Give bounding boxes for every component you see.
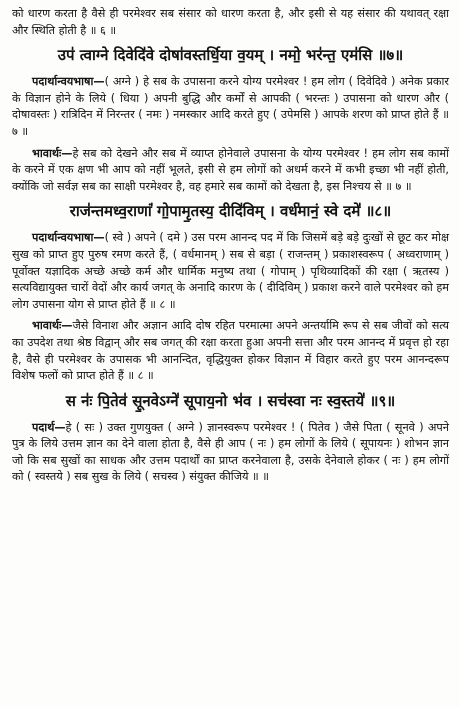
mantra-7: उप॑ त्वाग्ने दिवेदि॑वे दोषा॑वस्तर्धि॒या व॒यम् । नमो॒ भर॑न्त॒ एम॑सि ॥७॥ (57, 46, 404, 65)
padartha-8 (12, 230, 449, 313)
paragraph-6-end (12, 6, 449, 39)
paragraph-text: हे सब को देखने और सब में व्याप्त होनेवाले उपासना के योग्य परमेश्वर ! हम लोग सब कामों के करने में एक क्षण भी आप को नहीं भूलते, इसी से हम लोगों को अधर्म करने में कभी इच्छा भी नहीं होती, क्योंकि जो सर्वज्ञ सब का साक्षी परमेश्वर है, वह हमारे सब कामों को देखता है, इस निश्चय से ॥ ७ ॥ (12, 146, 449, 193)
bhavartha-7 (12, 146, 449, 196)
paragraph-label: भावार्थः— (32, 146, 73, 160)
paragraph-text: ( अग्ने ) हे सब के उपासना करने योग्य परमेश्वर ! हम लोग ( दिवेदिवे ) अनेक प्रकार के विज्ञान होने के लिये ( धिया ) अपनी बुद्धि और कर्मों से आपकी ( भरन्तः ) उपासना को धारण और ( दोषावस्तः ) रात्रिदिन में निरन्तर ( नमः ) नमस्कार आदि करते हुए ( उपेमसि ) आपके शरण को प्राप्त होते हैं ॥ ७ ॥ (12, 75, 449, 138)
padartha-9 (12, 420, 449, 486)
paragraph-label: पदार्थान्वयभाषा— (32, 231, 105, 245)
paragraph-text: को धारण करता है वैसे ही परमेश्वर सब संसार को धारण करता है, और इसी से यह संसार की यथावत् रक्षा और स्थिति होती है ॥ ६ ॥ (12, 7, 449, 37)
bhavartha-8 (12, 318, 449, 384)
paragraph-label: भावार्थः— (32, 319, 73, 333)
paragraph-label: पदार्थ— (32, 420, 66, 434)
paragraph-text: हे ( सः ) उक्त गुणयुक्त ( अग्ने ) ज्ञानस्वरूप परमेश्वर ! ( पितेव ) जैसे पिता ( सूनवे ) अपने पुत्र के लिये उत्तम ज्ञान का देने वाला होता है, वैसे ही आप ( नः ) हम लोगों के लिये ( सूपायनः ) शोभन ज्ञान जो कि सब सुखों का साधक और उत्तम पदार्थों का प्राप्त करनेवाला है, उसके देनेवाले होकर ( नः ) हम लोगों को ( स्वस्तये ) सब सुख के लिये ( सचस्व ) संयुक्त कीजिये ॥ ॥ (12, 420, 449, 484)
mantra-9: स नः॑ पि॒तेव॑ सू॒नवेऽग्ने॑ सूपाय॒नो भ॑व । सच॑स्वा नः स्व॒स्तये॑ ॥९॥ (65, 391, 396, 410)
paragraph-text: ( स्वे ) अपने ( दमे ) उस परम आनन्द पद में कि जिसमें बड़े बड़े दुःखों से छूट कर मोक्ष सुख को प्राप्त हुए पुरुष रमण करते हैं, ( वर्धमानम् ) सब से बड़ा ( राजन्तम् ) प्रकाशस्वरूप ( अध्वराणाम् ) पूर्वोक्त यज्ञादिक अच्छे अच्छे कर्म और धार्मिक मनुष्य तथा ( गोपाम् ) पृथिव्यादिकों की रक्षा ( ऋतस्य ) सत्यविद्यायुक्त चारों वेदों और कार्य जगत् के अनादि कारण के ( दीदिविम् ) प्रकाश करने वाले परमेश्वर को हम लोग उपासना योग से प्राप्त होते हैं ॥ ८ ॥ (12, 231, 449, 311)
padartha-7 (12, 74, 449, 140)
paragraph-label: पदार्थान्वयभाषा— (32, 75, 105, 89)
mantra-8: राज॑न्तमध्व॒राणां॑ गो॒पामृ॒तस्य॒ दीदि॑विम् । वर्ध॑मानं॒ स्वे दमे॑ ॥८॥ (69, 202, 392, 221)
paragraph-text: जैसे विनाश और अज्ञान आदि दोष रहित परमात्मा अपने अन्तर्यामि रूप से सब जीवों को सत्य का उपदेश तथा श्रेष्ठ विद्वान् और सब जगत् की रक्षा करता हुआ अपनी सत्ता और परम आनन्द में प्रवृत्त हो रहा है, वैसे ही परमेश्वर के उपासक भी आनन्दित, वृद्धियुक्त होकर विज्ञान में विहार करते हुए परम आनन्दरूप विशेष फलों को प्राप्त होते हैं ॥ ८ ॥ (12, 319, 449, 383)
